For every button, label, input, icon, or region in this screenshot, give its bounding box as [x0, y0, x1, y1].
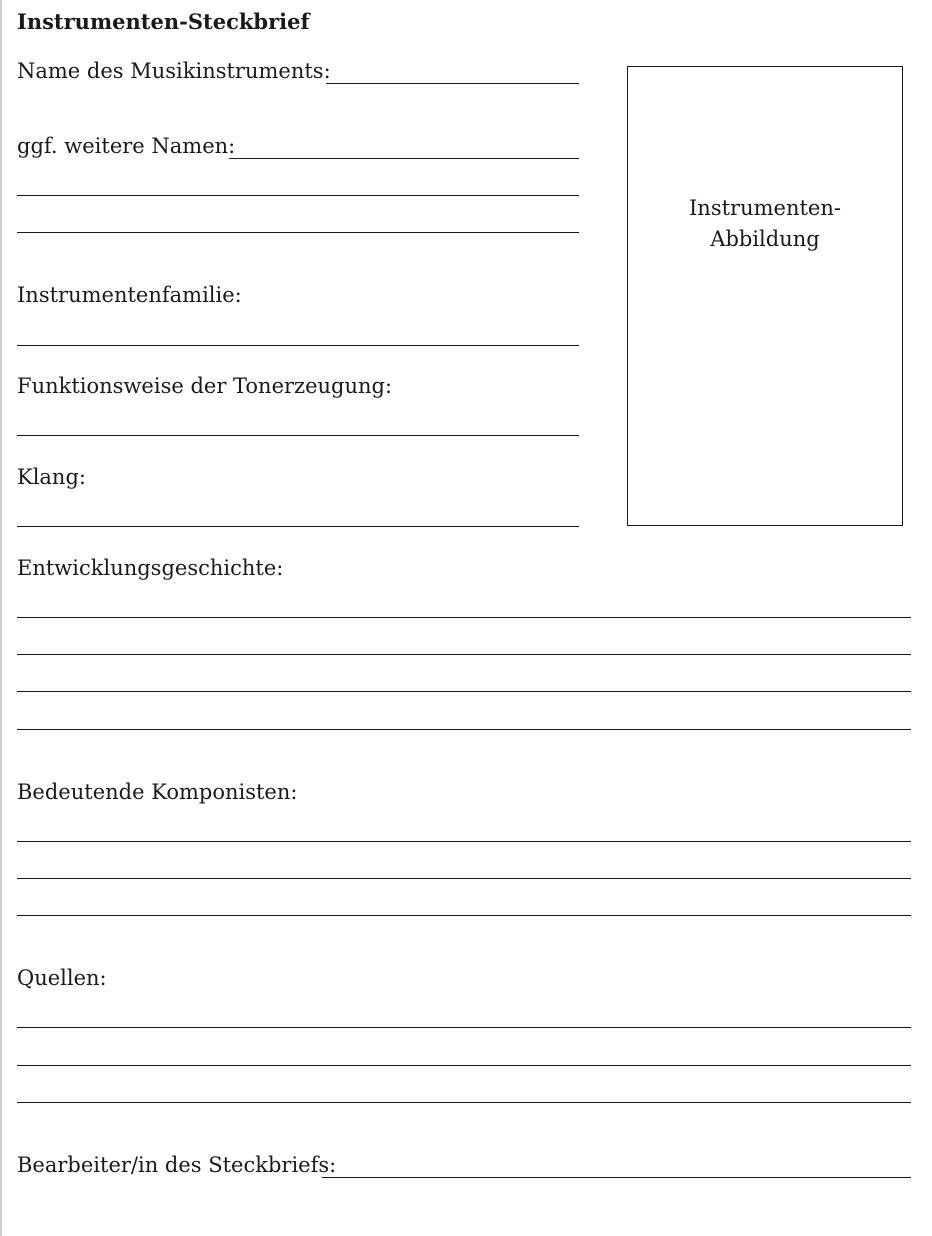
sources-label: Quellen:	[17, 966, 107, 990]
instrument-image-box[interactable]	[627, 66, 903, 526]
other-names-input-line-2[interactable]	[17, 195, 579, 196]
image-box-label-line-1: Instrumenten-	[689, 196, 841, 220]
other-names-input-line-1[interactable]	[229, 158, 579, 159]
composers-input-line-3[interactable]	[17, 915, 911, 916]
page-title: Instrumenten-Steckbrief	[17, 9, 310, 34]
sources-input-line-2[interactable]	[17, 1065, 911, 1066]
other-names-input-line-3[interactable]	[17, 232, 579, 233]
sound-label: Klang:	[17, 465, 86, 489]
history-label: Entwicklungsgeschichte:	[17, 556, 284, 580]
history-input-line-3[interactable]	[17, 691, 911, 692]
other-names-label: ggf. weitere Namen:	[17, 134, 236, 158]
editor-label: Bearbeiter/in des Steckbriefs:	[17, 1153, 337, 1177]
sound-production-label: Funktionsweise der Tonerzeugung:	[17, 374, 393, 398]
history-input-line-4[interactable]	[17, 729, 911, 730]
sources-input-line-1[interactable]	[17, 1027, 911, 1028]
history-input-line-2[interactable]	[17, 654, 911, 655]
family-input-line[interactable]	[17, 345, 579, 346]
image-box-label	[628, 193, 902, 255]
composers-input-line-2[interactable]	[17, 878, 911, 879]
family-label: Instrumentenfamilie:	[17, 283, 242, 307]
page-edge	[0, 0, 2, 1236]
image-box-label-line-2: Abbildung	[710, 227, 820, 251]
composers-label: Bedeutende Komponisten:	[17, 780, 298, 804]
composers-input-line-1[interactable]	[17, 841, 911, 842]
editor-input-line[interactable]	[322, 1177, 911, 1178]
history-input-line-1[interactable]	[17, 617, 911, 618]
name-input-line[interactable]	[326, 83, 579, 84]
sources-input-line-3[interactable]	[17, 1102, 911, 1103]
name-label: Name des Musikinstruments:	[17, 59, 331, 83]
sound-production-input-line[interactable]	[17, 435, 579, 436]
sound-input-line[interactable]	[17, 526, 579, 527]
